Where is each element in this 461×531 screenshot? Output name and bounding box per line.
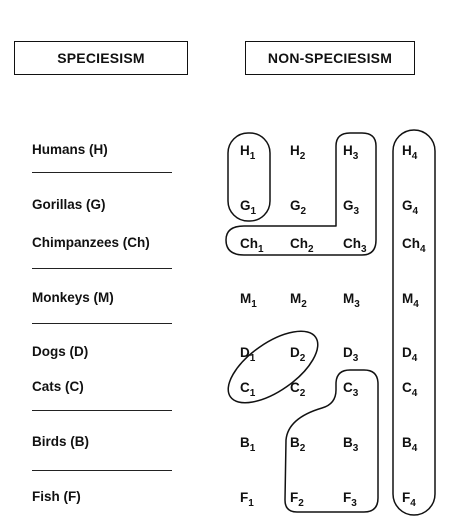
cell-b2: $B_2$ — [290, 435, 306, 454]
cell-m3: $M_3$ — [343, 291, 360, 310]
group-column-4 — [393, 130, 435, 515]
species-label-b: Birds (B) — [32, 434, 89, 449]
cell-h2: $H_2$ — [290, 143, 306, 162]
cell-f4: $F_4$ — [402, 490, 416, 509]
cell-ch4: $Ch_4$ — [402, 236, 426, 255]
cell-c4: $C_4$ — [402, 380, 418, 399]
cell-h1: $H_1$ — [240, 143, 256, 162]
cell-d3: $D_3$ — [343, 345, 359, 364]
cell-b3: $B_3$ — [343, 435, 359, 454]
cell-c3: $C_3$ — [343, 380, 359, 399]
cell-g1: $G_1$ — [240, 198, 257, 217]
species-label-c: Cats (C) — [32, 379, 84, 394]
cell-f2: $F_2$ — [290, 490, 304, 509]
cell-ch3: $Ch_3$ — [343, 236, 367, 255]
cell-b4: $B_4$ — [402, 435, 418, 454]
cell-ch2: $Ch_2$ — [290, 236, 314, 255]
cell-g3: $G_3$ — [343, 198, 360, 217]
species-label-f: Fish (F) — [32, 489, 81, 504]
cell-d2: $D_2$ — [290, 345, 306, 364]
non-speciesism-header: NON-SPECIESISM — [245, 41, 415, 75]
cell-b1: $B_1$ — [240, 435, 256, 454]
species-label-h: Humans (H) — [32, 142, 108, 157]
cell-g4: $G_4$ — [402, 198, 419, 217]
cell-d1: $D_1$ — [240, 345, 256, 364]
species-label-g: Gorillas (G) — [32, 197, 106, 212]
cell-m2: $M_2$ — [290, 291, 307, 310]
species-label-ch: Chimpanzees (Ch) — [32, 235, 150, 250]
cell-h3: $H_3$ — [343, 143, 359, 162]
cell-h4: $H_4$ — [402, 143, 418, 162]
cell-f1: $F_1$ — [240, 490, 254, 509]
cell-g2: $G_2$ — [290, 198, 307, 217]
cell-c2: $C_2$ — [290, 380, 306, 399]
species-label-m: Monkeys (M) — [32, 290, 114, 305]
cell-c1: $C_1$ — [240, 380, 256, 399]
cell-d4: $D_4$ — [402, 345, 418, 364]
group-d2-c1 — [217, 318, 330, 417]
speciesism-header: SPECIESISM — [14, 41, 188, 75]
cell-ch1: $Ch_1$ — [240, 236, 264, 255]
species-label-d: Dogs (D) — [32, 344, 89, 359]
cell-m4: $M_4$ — [402, 291, 419, 310]
cell-f3: $F_3$ — [343, 490, 357, 509]
cell-m1: $M_1$ — [240, 291, 257, 310]
